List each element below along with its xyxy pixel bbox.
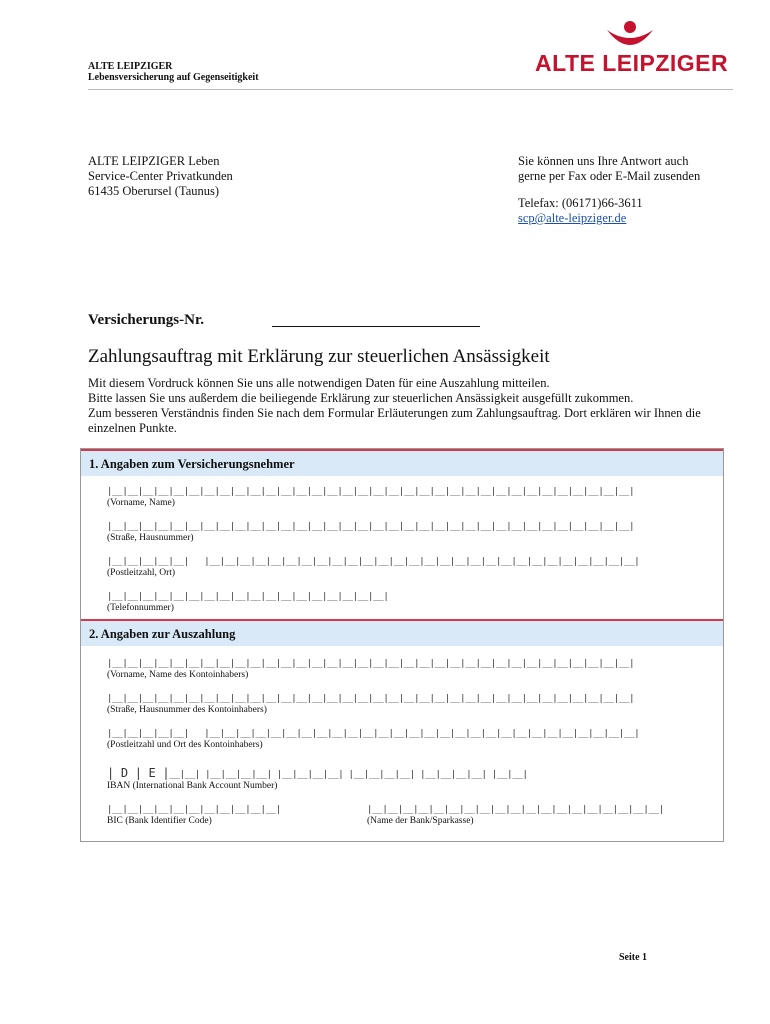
- holder-street-field[interactable]: |__|__|__|__|__|__|__|__|__|__|__|__|__|__|__|__|__|__|__|__|__|__|__|__|__|__|__|__|__|__|__|__|__|__|: [107, 694, 635, 704]
- holder-street-caption: (Straße, Hausnummer des Kontoinhabers): [107, 705, 267, 715]
- page-title: Zahlungsauftrag mit Erklärung zur steuerlichen Ansässigkeit: [88, 346, 550, 367]
- email-link[interactable]: scp@alte-leipziger.de: [518, 211, 627, 225]
- iban-field[interactable]: | D | E |__|__| |__|__|__|__| |__|__|__|__| |__|__|__|__| |__|__|__|__| |__|__|: [107, 766, 528, 780]
- logo-text: ALTE LEIPZIGER: [535, 50, 729, 76]
- zip-caption: (Postleitzahl, Ort): [107, 568, 176, 578]
- header-divider: [88, 89, 733, 90]
- holder-street-group: [107, 694, 634, 715]
- recipient-address: [88, 154, 233, 199]
- name-field[interactable]: |__|__|__|__|__|__|__|__|__|__|__|__|__|__|__|__|__|__|__|__|__|__|__|__|__|__|__|__|__|__|__|__|__|__|: [107, 487, 635, 497]
- intro-line: Mit diesem Vordruck können Sie uns alle notwendigen Daten für eine Auszahlung mitteilen.: [88, 376, 550, 390]
- fax-number: Telefax: (06171)66-3611: [518, 196, 643, 210]
- policy-number-field[interactable]: [272, 326, 480, 327]
- iban-caption: IBAN (International Bank Account Number): [107, 781, 278, 791]
- holder-zip-group: [107, 729, 639, 750]
- bic-caption: BIC (Bank Identifier Code): [107, 816, 212, 826]
- header-company: [88, 61, 259, 83]
- bic-field[interactable]: |__|__|__|__|__|__|__|__|__|__|__|: [107, 805, 282, 815]
- holder-zip-field[interactable]: |__|__|__|__|__| |__|__|__|__|__|__|__|__|__|__|__|__|__|__|__|__|__|__|__|__|__|__|__|__|__|__|__|__|: [107, 729, 640, 739]
- address-line: Service-Center Privatkunden: [88, 169, 233, 183]
- bic-group: [107, 805, 281, 826]
- bank-name-field[interactable]: |__|__|__|__|__|__|__|__|__|__|__|__|__|__|__|__|__|__|__|: [367, 805, 664, 815]
- address-line: 61435 Oberursel (Taunus): [88, 184, 220, 198]
- logo-mark-icon: [605, 20, 655, 52]
- street-field[interactable]: |__|__|__|__|__|__|__|__|__|__|__|__|__|__|__|__|__|__|__|__|__|__|__|__|__|__|__|__|__|__|__|__|__|__|: [107, 522, 635, 532]
- phone-field[interactable]: |__|__|__|__|__|__|__|__|__|__|__|__|__|__|__|__|__|__|: [107, 592, 389, 602]
- name-caption: (Vorname, Name): [107, 498, 175, 508]
- holder-name-field[interactable]: |__|__|__|__|__|__|__|__|__|__|__|__|__|__|__|__|__|__|__|__|__|__|__|__|__|__|__|__|__|__|__|__|__|__|: [107, 659, 635, 669]
- street-caption: (Straße, Hausnummer): [107, 533, 194, 543]
- zip-field-group: [107, 557, 639, 578]
- name-field-group: [107, 487, 634, 508]
- address-line: ALTE LEIPZIGER Leben: [88, 154, 220, 168]
- page-number: Seite 1: [619, 952, 648, 963]
- iban-group: [107, 766, 528, 791]
- policy-number-label: Versicherungs-Nr.: [88, 312, 204, 328]
- company-name: ALTE LEIPZIGER: [88, 61, 173, 72]
- bank-name-group: [367, 805, 664, 826]
- street-field-group: [107, 522, 634, 543]
- intro-text: [88, 376, 728, 436]
- contact-text: Sie können uns Ihre Antwort auch: [518, 154, 689, 168]
- section-2-header: 2. Angaben zur Auszahlung: [81, 619, 723, 646]
- section-1-header: 1. Angaben zum Versicherungsnehmer: [81, 449, 723, 476]
- holder-name-group: [107, 659, 634, 680]
- form-box: [80, 448, 724, 842]
- contact-block: [518, 154, 700, 226]
- holder-name-caption: (Vorname, Name des Kontoinhabers): [107, 670, 249, 680]
- company-subtitle: Lebensversicherung auf Gegenseitigkeit: [88, 72, 259, 83]
- contact-text: gerne per Fax oder E-Mail zusenden: [518, 169, 701, 183]
- zip-city-field[interactable]: |__|__|__|__|__| |__|__|__|__|__|__|__|__|__|__|__|__|__|__|__|__|__|__|__|__|__|__|__|__|__|__|__|__|: [107, 557, 640, 567]
- holder-zip-caption: (Postleitzahl und Ort des Kontoinhabers): [107, 740, 263, 750]
- bank-name-caption: (Name der Bank/Sparkasse): [367, 816, 474, 826]
- intro-line: Zum besseren Verständnis finden Sie nach dem Formular Erläuterungen zum Zahlungsauftrag. Dort erklären wir Ihnen die einzelnen Punkte.: [88, 406, 701, 435]
- phone-field-group: [107, 592, 389, 613]
- iban-country-prefix: | D | E |: [107, 766, 170, 780]
- intro-line: Bitte lassen Sie uns außerdem die beiliegende Erklärung zur steuerlichen Ansässigkeit ausgefüllt zukommen.: [88, 391, 634, 405]
- phone-caption: (Telefonnummer): [107, 603, 174, 613]
